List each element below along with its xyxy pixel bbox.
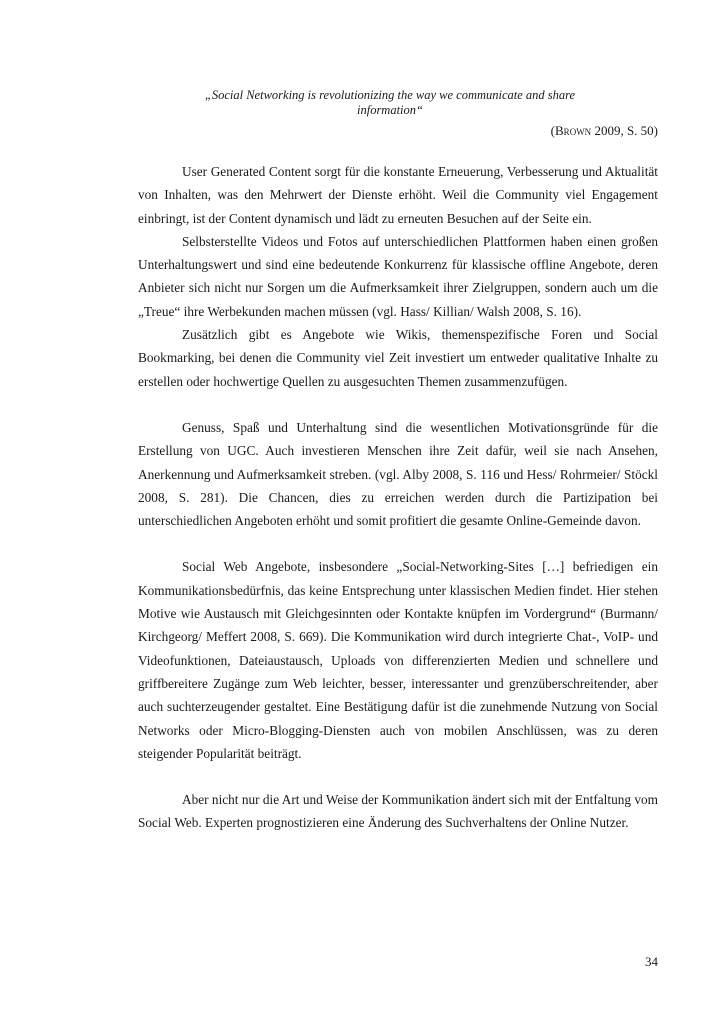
epigraph-citation — [551, 123, 658, 139]
paragraph-6: Aber nicht nur die Art und Weise der Kommunikation ändert sich mit der Entfaltung vom Social Web. Experten prognostizieren eine Änderung des Suchverhaltens der Online Nutzer. — [138, 792, 658, 831]
paragraph-1: User Generated Content sorgt für die konstante Erneuerung, Verbesserung und Aktualität von Inhalten, was den Mehrwert der Dienste erhöht. Weil die Community viel Engagement einbringt, ist der Content dynamisch und lädt zu erneuten Besuchen auf der Seite ein. — [138, 164, 658, 226]
citation-author: Brown — [555, 123, 592, 138]
paragraph-3: Zusätzlich gibt es Angebote wie Wikis, themenspezifische Foren und Social Bookmarking, bei denen die Community viel Zeit investiert um entweder qualitative Inhalte zu erstellen oder hochwertige Quellen zu ausgesuchten Themen zusammenzufügen. — [138, 327, 658, 389]
paragraph-4: Genuss, Spaß und Unterhaltung sind die wesentlichen Motivationsgründe für die Erstellung von UGC. Auch investieren Menschen ihre Zeit dafür, weil sie nach Ansehen, Anerkennung und Aufmerksamkeit streben. (vgl. Alby 2008, S. 116 und Hess/ Rohrmeier/ Stöckl 2008, S. 281). Die Chancen, dies zu erreichen werden durch die Partizipation bei unterschiedlichen Angeboten erhöht und somit profitiert die gesamte Online-Gemeinde davon. — [138, 419, 658, 529]
body-text — [138, 160, 658, 835]
citation-rest: 2009, S. 50) — [591, 123, 658, 138]
paragraph-5: Social Web Angebote, insbesondere „Social-Networking-Sites […] befriedigen ein Kommunikationsbedürfnis, das keine Entsprechung unter klassischen Medien findet. Hier stehen Motive wie Austausch mit Gleichgesinnten oder Kontakte knüpfen im Vordergrund“ (Burmann/ Kirchgeorg/ Meffert 2008, S. 669). Die Kommunikation wird durch integrierte Chat-, VoIP- und Videofunktionen, Dateiaustausch, Uploads von differenzierten Medien und schnellere und griffbereitere Zugänge zum Web leichter, besser, interessanter und grenzüberschreitender, aber auch suchterzeugender gestaltet. Eine Bestätigung dafür ist die zunehmende Nutzung von Social Networks oder Micro-Blogging-Diensten auch von mobilen Anschlüssen, was zu deren steigender Popularität beiträgt. — [138, 559, 658, 761]
page-number: 34 — [645, 954, 658, 969]
paragraph-2: Selbsterstellte Videos und Fotos auf unterschiedlichen Plattformen haben einen großen Unterhaltungswert und sind eine bedeutende Konkurrenz für klassische offline Angebote, deren Anbieter sich nicht nur Sorgen um die Aufmerksamkeit ihrer Zielgruppen, sondern auch um die „Treue“ ihre Werbekunden machen müssen (vgl. Hass/ Killian/ Walsh 2008, S. 16). — [138, 233, 658, 319]
epigraph-quote: „Social Networking is revolutionizing the way we communicate and share information“ — [204, 88, 576, 117]
citation-open: ( — [550, 123, 556, 138]
